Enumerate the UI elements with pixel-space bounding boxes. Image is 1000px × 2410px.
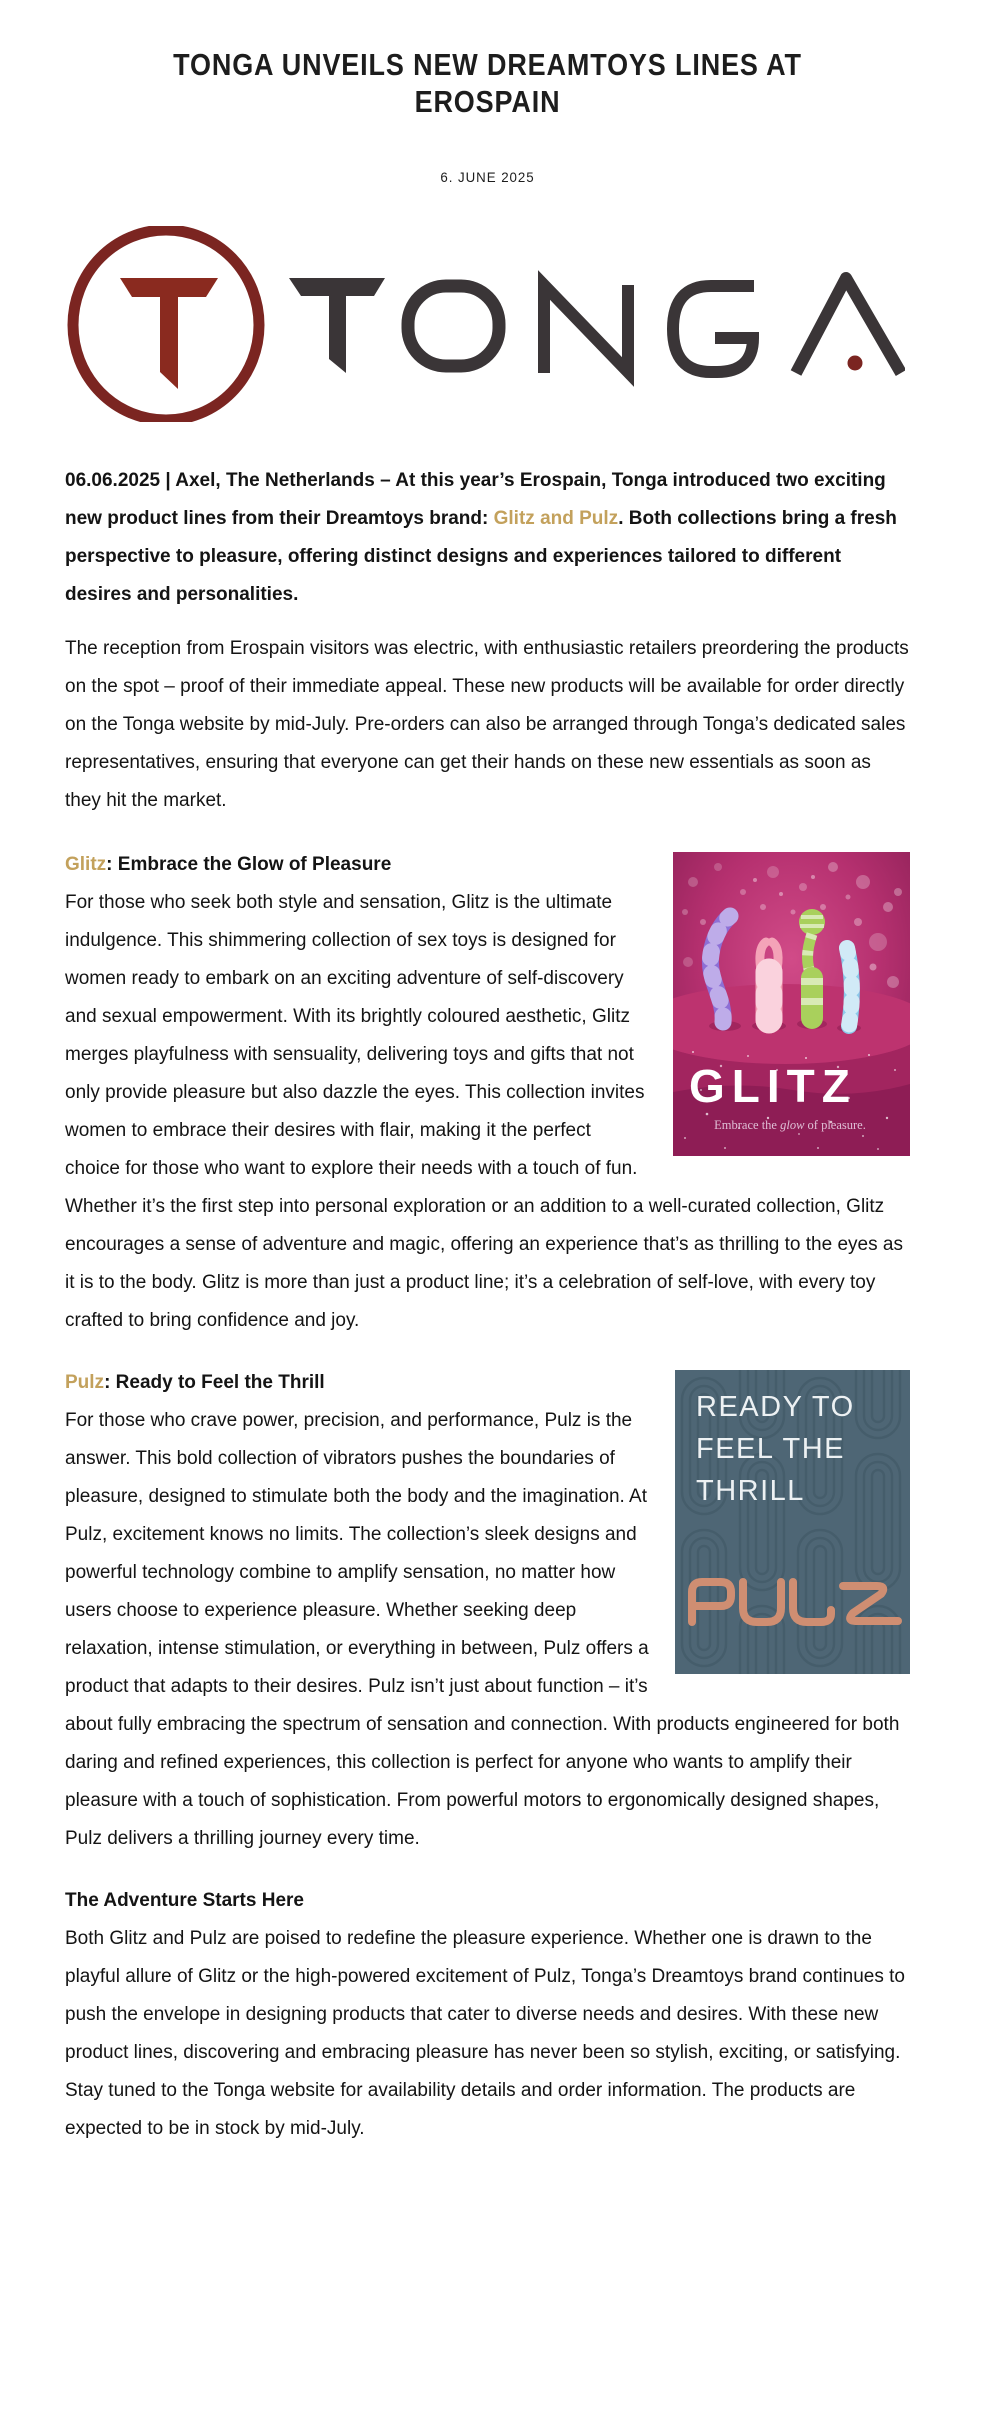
glitz-wordmark: GLITZ bbox=[689, 1060, 857, 1112]
intro-text-after: . Both collections bring a fresh perspective to pleasure, offering distinct designs and experiences tailored to different desires and personalities. bbox=[65, 508, 897, 605]
glitz-promo-image bbox=[673, 852, 910, 1156]
glitz-image-graphic bbox=[673, 852, 910, 1156]
page-title: TONGA UNVEILS NEW DREAMTOYS LINES AT EROSPAIN bbox=[173, 47, 802, 119]
outro-section bbox=[65, 1882, 910, 2148]
logo-letters bbox=[289, 278, 901, 373]
toy-blue-swirl bbox=[847, 948, 852, 1026]
tonga-logo bbox=[65, 226, 910, 422]
pulz-section bbox=[65, 1364, 910, 1858]
glitz-heading-brand[interactable]: Glitz bbox=[65, 854, 107, 875]
logo-a-dot bbox=[848, 356, 863, 371]
pulz-promo-image bbox=[675, 1370, 910, 1674]
intro-paragraph bbox=[65, 462, 910, 614]
reception-paragraph: The reception from Erospain visitors was electric, with enthusiastic retailers preordering the products on the spot – proof of their immediate appeal. These new products will be available for order directly on the Tonga website by mid-July. Pre-orders can also be arranged through Tonga’s dedicated sales representatives, ensuring that everyone can get their hands on these new essentials as soon as they hit the market. bbox=[65, 638, 909, 811]
pulz-slogan-line1: READY TO bbox=[696, 1391, 855, 1423]
pulz-slogan-line2: FEEL THE bbox=[696, 1433, 845, 1465]
outro-heading: The Adventure Starts Here bbox=[65, 1890, 304, 1911]
outro-body: Both Glitz and Pulz are poised to redefine the pleasure experience. Whether one is drawn to the playful allure of Glitz or the high-powered excitement of Pulz, Tonga’s Dreamtoys brand continues to push the envelope in designing products that cater to diverse needs and desires. With these new product lines, discovering and embracing pleasure has never been so stylish, exciting, or satisfying. Stay tuned to the Tonga website for availability details and order information. The products are expected to be in stock by mid-July. bbox=[65, 1928, 905, 2139]
pulz-image-graphic bbox=[675, 1370, 910, 1674]
pulz-heading-brand[interactable]: Pulz bbox=[65, 1372, 105, 1393]
pulz-slogan-line3: THRILL bbox=[696, 1475, 805, 1507]
glitz-tagline: Embrace the glow of pleasure. bbox=[714, 1118, 866, 1132]
pulz-heading-rest: : Ready to Feel the Thrill bbox=[104, 1372, 325, 1393]
glitz-section bbox=[65, 846, 910, 1340]
glitz-body: For those who seek both style and sensation, Glitz is the ultimate indulgence. This shimmering collection of sex toys is designed for women ready to embark on an exciting adventure of self-discovery and sexual empowerment. With its brightly coloured aesthetic, Glitz merges playfulness with sensuality, delivering toys and gifts that not only provide pleasure but also dazzle the eyes. This collection invites women to embrace their desires with flair, making it the perfect choice for those who want to explore their needs with a touch of fun. Whether it’s the first step into personal exploration or an addition to a well-curated collection, Glitz encourages a sense of adventure and magic, offering an experience that’s as thrilling to the eyes as it is to the body. Glitz is more than just a product line; it’s a celebration of self-love, with every toy crafted to bring confidence and joy. bbox=[65, 892, 903, 1331]
intro-text-before: 06.06.2025 | Axel, The Netherlands – At this year’s Erospain, Tonga introduced two exciting new product lines from their Dreamtoys brand: bbox=[65, 470, 886, 529]
tonga-logo-graphic bbox=[65, 226, 905, 422]
publish-date: 6. JUNE 2025 bbox=[440, 169, 535, 185]
glitz-pulz-link[interactable]: Glitz and Pulz bbox=[493, 508, 619, 529]
logo-t-emblem bbox=[120, 278, 218, 389]
glitz-heading-rest: : Embrace the Glow of Pleasure bbox=[106, 854, 392, 875]
pedestal-top bbox=[673, 984, 910, 1064]
pulz-body: For those who crave power, precision, and performance, Pulz is the answer. This bold collection of vibrators pushes the boundaries of pleasure, designed to stimulate both the body and the imagination. At Pulz, excitement knows no limits. The collection’s sleek designs and powerful technology combine to amplify sensation, no matter how users choose to experience pleasure. Whether seeking deep relaxation, intense stimulation, or everything in between, Pulz offers a product that adapts to their desires. Pulz isn’t just about function – it’s about fully embracing the spectrum of sensation and connection. With products engineered for both daring and refined experiences, this collection is perfect for anyone who wants to amplify their pleasure with a touch of sophistication. From powerful motors to ergonomically designed shapes, Pulz delivers a thrilling journey every time. bbox=[65, 1410, 900, 1849]
